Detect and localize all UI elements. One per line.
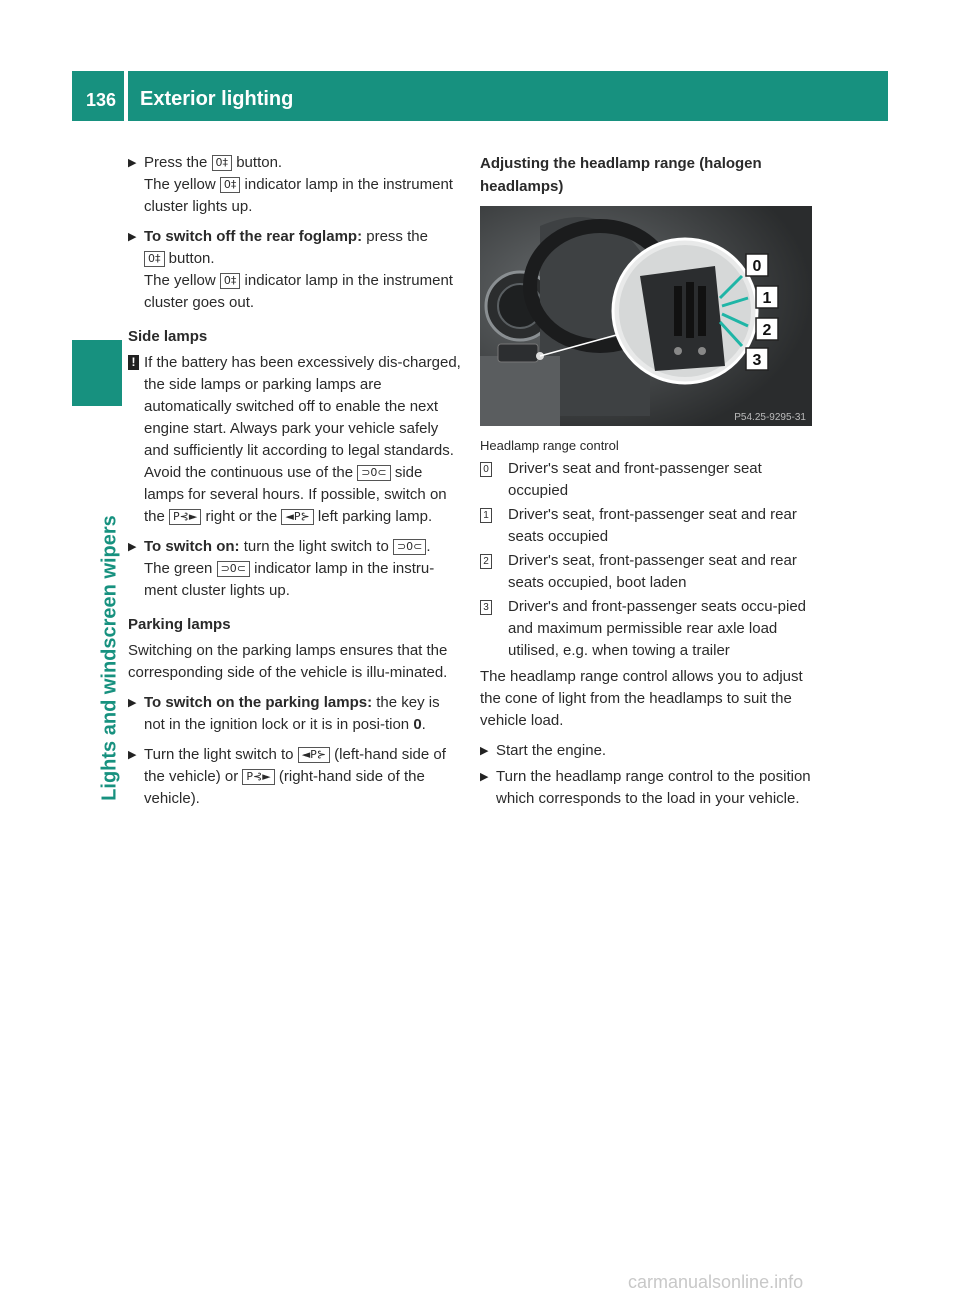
warning-text: If the battery has been excessively dis-charged, the side lamps or parking lamps are automatically switched off to enable the next engine start. Always park your vehicle safely and sufficiently lit according to legal standards. Avoid the continuous use of the <box>144 354 461 481</box>
step-arrow-icon <box>480 740 488 762</box>
headlamp-range-heading: Adjusting the headlamp range (halogen headlamps) <box>480 155 762 195</box>
figure-caption: Headlamp range control <box>480 438 619 453</box>
step-text: The yellow <box>144 272 216 289</box>
dashboard-illustration <box>480 206 812 426</box>
headlamp-range-figure <box>480 206 812 426</box>
step-switch-on-side-lamps <box>128 536 464 602</box>
right-heading-block <box>480 152 816 198</box>
rear-foglamp-icon: 0‡ <box>220 273 241 289</box>
parking-lamps-text: Switching on the parking lamps ensures that the corresponding side of the vehicle is illu-minated. <box>128 642 448 681</box>
warning-text: left parking lamp. <box>317 508 433 525</box>
left-parking-lamp-icon: ◄P⊱ <box>298 747 330 763</box>
step-arrow-icon <box>128 744 136 766</box>
step-text: indicator lamp in the instru-ment cluster lights up. <box>144 560 435 599</box>
legend-item <box>480 504 816 548</box>
step-text: . <box>426 538 431 555</box>
warning-note <box>128 352 464 528</box>
parking-lamps-heading: Parking lamps <box>128 616 231 633</box>
step-arrow-icon <box>128 692 136 714</box>
side-lamps-icon: ⊃0⊂ <box>217 561 250 577</box>
step-switch-on-parking <box>128 692 464 736</box>
step-text: (right-hand side of the vehicle). <box>144 768 425 807</box>
step-arrow-icon <box>128 226 136 248</box>
legend-number: 3 <box>480 600 492 615</box>
step-text: button. <box>236 154 283 171</box>
step-text: The yellow <box>144 176 216 193</box>
legend-list <box>480 458 816 664</box>
callout-2: 2 <box>762 322 772 339</box>
figure-code: P54.25-9295-31 <box>734 412 806 423</box>
step-text: button. <box>168 250 215 267</box>
rear-foglamp-icon: 0‡ <box>212 155 233 171</box>
step-text: the key is not in the ignition lock or it is in posi-tion <box>144 694 440 733</box>
step-arrow-icon <box>128 536 136 558</box>
callout-1: 1 <box>762 290 772 307</box>
rear-foglamp-icon: 0‡ <box>144 251 165 267</box>
right-parking-lamp-icon: P⊰► <box>242 769 274 785</box>
position-zero: 0 <box>413 716 422 733</box>
step-switch-off-foglamp <box>128 226 464 314</box>
left-parking-lamp-icon: ◄P⊱ <box>281 509 313 525</box>
step-press-button <box>128 152 464 218</box>
rear-foglamp-icon: 0‡ <box>220 177 241 193</box>
legend-number: 0 <box>480 462 492 477</box>
step-text: indicator lamp in the instrument cluster lights up. <box>144 176 453 215</box>
legend-item <box>480 458 816 502</box>
callout-3: 3 <box>752 352 762 369</box>
side-lamps-heading: Side lamps <box>128 328 208 345</box>
step-arrow-icon <box>480 766 488 788</box>
step-text: turn the light switch to <box>243 538 389 555</box>
step-text: Turn the light switch to <box>144 746 294 763</box>
legend-number: 1 <box>480 508 492 523</box>
headlamp-body-text: The headlamp range control allows you to adjust the cone of light from the headlamps to suit the vehicle load. <box>480 668 803 729</box>
step-text: Press the <box>144 154 208 171</box>
step-turn-light-switch <box>128 744 464 810</box>
right-body <box>480 666 816 810</box>
legend-item <box>480 596 816 662</box>
legend-text: Driver's seat and front-passenger seat occupied <box>508 460 762 499</box>
step-arrow-icon <box>128 152 136 174</box>
left-column <box>128 152 464 810</box>
step-text: . <box>421 716 426 733</box>
step-text: Turn the headlamp range control to the position which corresponds to the load in your vehicle. <box>496 768 811 807</box>
side-tab-marker <box>72 340 122 406</box>
legend-number: 2 <box>480 554 492 569</box>
section-title: Exterior lighting <box>140 88 294 110</box>
right-parking-lamp-icon: P⊰► <box>169 509 201 525</box>
chapter-title: Lights and windscreen wipers <box>98 515 121 801</box>
warning-icon: ! <box>128 355 139 370</box>
step-heading: To switch on the parking lamps: <box>144 694 373 711</box>
step-heading: To switch off the rear foglamp: <box>144 228 363 245</box>
page-number: 136 <box>86 90 117 110</box>
legend-text: Driver's seat, front-passenger seat and rear seats occupied, boot laden <box>508 552 797 591</box>
step-text: press the <box>366 228 428 245</box>
step-heading: To switch on: <box>144 538 240 555</box>
step-text: Start the engine. <box>496 742 607 759</box>
step-text: (left-hand side of the vehicle) or <box>144 746 446 785</box>
legend-text: Driver's and front-passenger seats occu-pied and maximum permissible rear axle load utilised, e.g. when towing a trailer <box>508 598 807 659</box>
step-text: The green <box>144 560 213 577</box>
side-lamps-icon: ⊃0⊂ <box>357 465 390 481</box>
callout-0: 0 <box>752 258 762 275</box>
legend-text: Driver's seat, front-passenger seat and rear seats occupied <box>508 506 797 545</box>
warning-text: side lamps for several hours. If possible, switch on the <box>144 464 447 525</box>
step-text: indicator lamp in the instrument cluster goes out. <box>144 272 453 311</box>
step-start-engine <box>480 740 816 762</box>
header-divider <box>124 71 128 121</box>
footer-watermark: carmanualsonline.info <box>628 1272 804 1292</box>
warning-text: right or the <box>205 508 278 525</box>
legend-item <box>480 550 816 594</box>
step-turn-control <box>480 766 816 810</box>
side-lamps-icon: ⊃0⊂ <box>393 539 426 555</box>
